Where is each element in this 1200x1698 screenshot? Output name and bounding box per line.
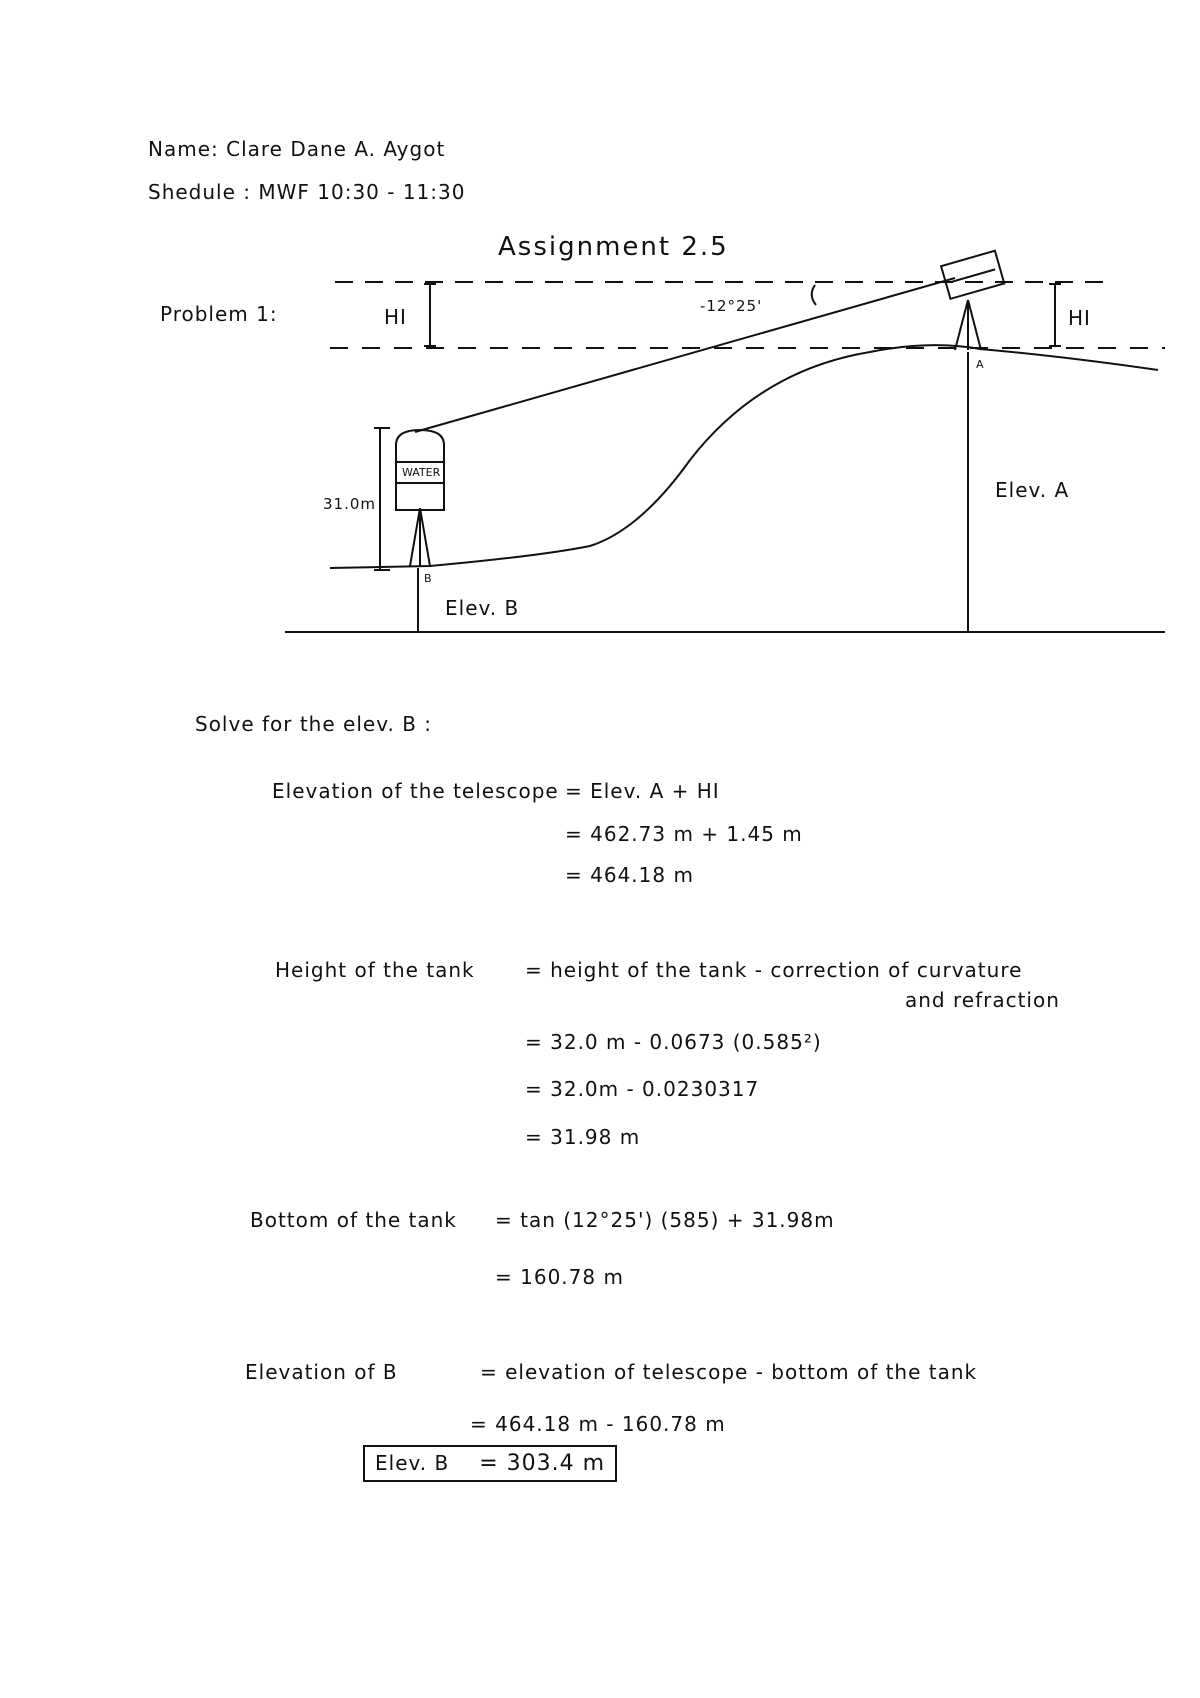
bottom-tank-line2: = 160.78 m [495,1265,624,1289]
bottom-tank-line1: = tan (12°25') (585) + 31.98m [495,1208,835,1232]
hi-label-right: HI [1068,306,1091,330]
tank-height-line3: = 32.0m - 0.0230317 [525,1077,760,1101]
elev-b-label: Elev. B [445,596,520,620]
hi-label-left: HI [384,305,407,329]
problem-label: Problem 1: [160,302,278,326]
elev-a-label: Elev. A [995,478,1070,502]
tank-height-label: 31.0m [323,495,377,513]
elev-b-line1: = elevation of telescope - bottom of the tank [480,1360,978,1384]
elev-b-calc-label: Elevation of B [245,1360,398,1384]
telescope-line3: = 464.18 m [565,863,694,887]
point-b-label: B [424,572,433,585]
line-of-sight [415,278,955,432]
angle-label: -12°25' [700,297,763,315]
tank-height-line1: = height of the tank - correction of curvature [525,958,1023,982]
final-answer-box [363,1445,617,1482]
tank-height-label-text: Height of the tank [275,958,475,982]
bottom-tank-label: Bottom of the tank [250,1208,457,1232]
tank-label: WATER [402,466,441,479]
telescope-line2: = 462.73 m + 1.45 m [565,822,803,846]
tank-height-line4: = 31.98 m [525,1125,641,1149]
telescope-label: Elevation of the telescope [272,779,559,803]
assignment-title: Assignment 2.5 [498,232,729,262]
final-answer-value: = 303.4 m [479,1451,606,1476]
tank-height-line2: = 32.0 m - 0.0673 (0.585²) [525,1030,822,1054]
student-name: Name: Clare Dane A. Aygot [148,137,446,161]
terrain-curve [330,345,1158,568]
survey-diagram [0,0,1200,700]
solution-heading: Solve for the elev. B : [195,712,433,736]
telescope-line1: = Elev. A + HI [565,779,720,803]
final-answer-label: Elev. B [375,1451,450,1475]
tank-height-line1b: and refraction [905,988,1060,1012]
point-a-label: A [976,358,985,371]
schedule: Shedule : MWF 10:30 - 11:30 [148,180,466,204]
elev-b-line2: = 464.18 m - 160.78 m [470,1412,726,1436]
